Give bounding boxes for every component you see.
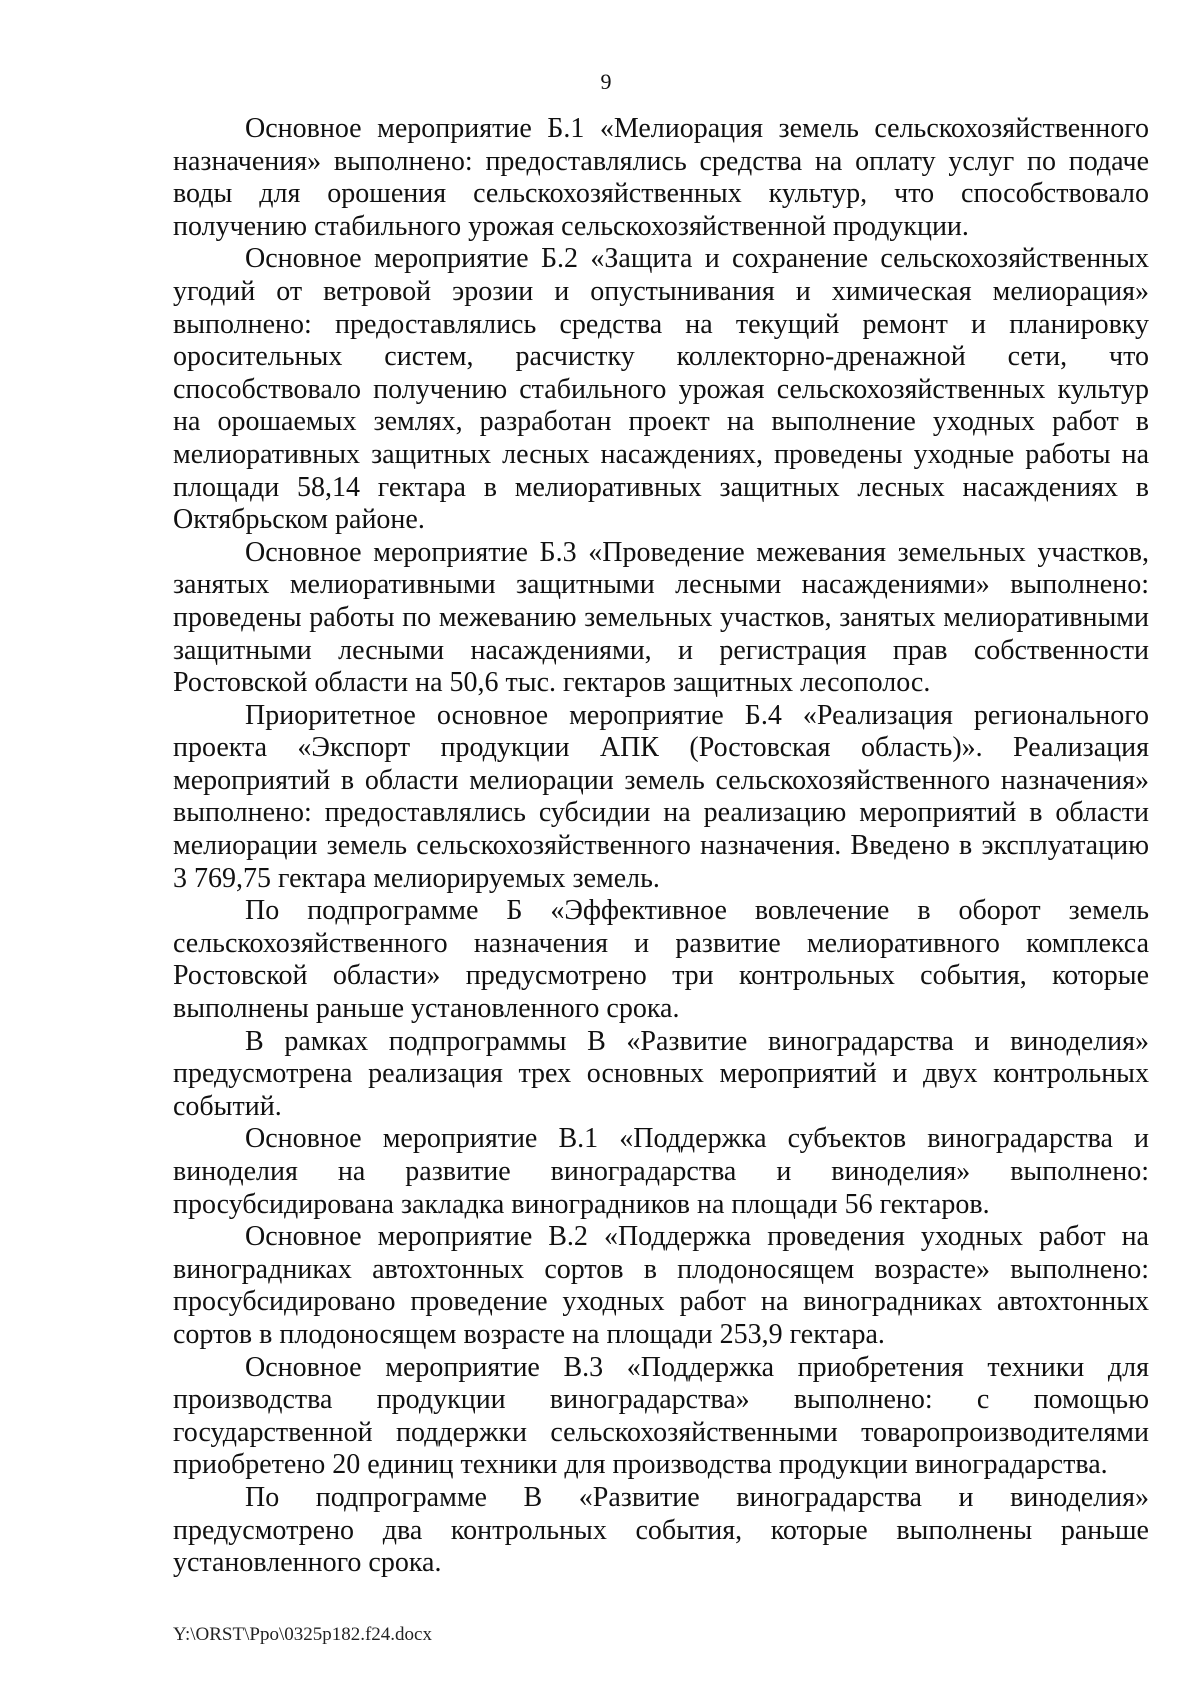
paragraph-b2: Основное мероприятие Б.2 «Защита и сохранение сельскохозяйственных угодий от ветровой эрозии и опустынивания и химическая мелиорация» выполнено: предоставлялись средства на текущий ремонт и планировку оросительных систем, расчистку коллекторно-дренажной сети, что способствовало получению стабильного урожая сельскохозяйственных культур на орошаемых землях, разработан проект на выполнение уходных работ в мелиоративных защитных лесных насаждениях, проведены уходные работы на площади 58,14 гектара в мелиоративных защитных лесных насаждениях в Октябрьском районе. bbox=[173, 243, 1149, 536]
paragraph-subprogram-v-summary: По подпрограмме В «Развитие виноградарства и виноделия» предусмотрено два контрольных события, которые выполнены раньше установленного срока. bbox=[173, 1481, 1149, 1579]
paragraph-b3: Основное мероприятие Б.3 «Проведение межевания земельных участков, занятых мелиоративными защитными лесными насаждениями» выполнено: проведены работы по межеванию земельных участков, занятых мелиоративными защитными лесными насаждениями, и регистрация прав собственности Ростовской области на 50,6 тыс. гектаров защитных лесополос. bbox=[173, 536, 1149, 699]
paragraph-subprogram-v-intro: В рамках подпрограммы В «Развитие виноградарства и виноделия» предусмотрена реализация трех основных мероприятий и двух контрольных событий. bbox=[173, 1025, 1149, 1122]
paragraph-b4: Приоритетное основное мероприятие Б.4 «Реализация регионального проекта «Экспорт продукции АПК (Ростовская область)». Реализация мероприятий в области мелиорации земель сельскохозяйственного назначения» выполнено: предоставлялись субсидии на реализацию мероприятий в области мелиорации земель сельскохозяйственного назначения. Введено в эксплуатацию 3 769,75 гектара мелиорируемых земель. bbox=[173, 699, 1149, 894]
paragraph-b1: Основное мероприятие Б.1 «Мелиорация земель сельскохозяйственного назначения» выполнено: предоставлялись средства на оплату услуг по подаче воды для орошения сельскохозяйственных культур, что способствовало получению стабильного урожая сельскохозяйственной продукции. bbox=[173, 113, 1149, 242]
paragraph-v2: Основное мероприятие В.2 «Поддержка проведения уходных работ на виноградниках автохтонных сортов в плодоносящем возрасте» выполнено: просубсидировано проведение уходных работ на виноградниках автохтонных сортов в плодоносящем возрасте на площади 253,9 гектара. bbox=[173, 1221, 1149, 1350]
document-body bbox=[173, 113, 1149, 1580]
paragraph-subprogram-b-summary: По подпрограмме Б «Эффективное вовлечение в оборот земель сельскохозяйственного назначения и развитие мелиоративного комплекса Ростовской области» предусмотрено три контрольных события, которые выполнены раньше установленного срока. bbox=[173, 895, 1149, 1025]
file-path-footer: Y:\ORST\Ppo\0325p182.f24.docx bbox=[173, 1624, 432, 1645]
paragraph-v1: Основное мероприятие В.1 «Поддержка субъектов виноградарства и виноделия на развитие виноградарства и виноделия» выполнено: просубсидирована закладка виноградников на площади 56 гектаров. bbox=[173, 1123, 1149, 1220]
paragraph-v3: Основное мероприятие В.3 «Поддержка приобретения техники для производства продукции виноградарства» выполнено: с помощью государственной поддержки сельскохозяйственными товаропроизводителями приобретено 20 единиц техники для производства продукции виноградарства. bbox=[173, 1351, 1149, 1481]
page-number: 9 bbox=[600, 69, 612, 94]
